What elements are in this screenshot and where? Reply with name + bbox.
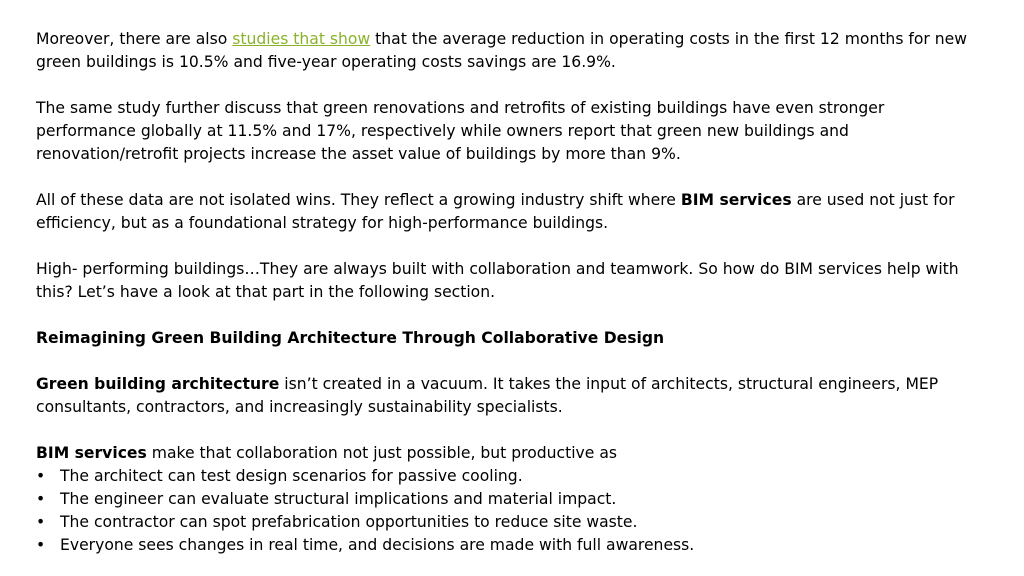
paragraph-spacer xyxy=(36,350,986,373)
paragraph-collaboration-intro: High- performing buildings…They are always built with collaboration and teamwork. So how do BIM services help with this? Let’s have a look at that part in the following section. xyxy=(36,260,959,301)
section-heading xyxy=(36,327,986,350)
paragraph-costs-text-end: that the average reduction in operating costs in the first 12 months for new green buildings is 10.5% and five-year operating costs savings are 16.9%. xyxy=(36,30,968,71)
bullet-icon: • xyxy=(36,513,46,531)
bullet-icon: • xyxy=(36,467,46,485)
paragraph-green-architecture xyxy=(36,373,986,419)
paragraph-costs xyxy=(36,28,986,74)
paragraph-bim-collaboration xyxy=(36,442,986,465)
green-architecture-emphasis: Green building architecture xyxy=(36,375,280,393)
paragraph-green-architecture-text: isn’t created in a vacuum. It takes the input of architects, structural engineers, MEP consultants, contractors, and increasingly sustainability specialists. xyxy=(36,375,939,416)
paragraph-bim-collaboration-text: make that collaboration not just possible, but productive as xyxy=(146,444,617,462)
bullet-icon: • xyxy=(36,536,46,554)
bim-services-emphasis: BIM services xyxy=(680,191,792,209)
paragraph-industry-shift-start: All of these data are not isolated wins. They reflect a growing industry shift where xyxy=(36,191,681,209)
bullet-icon: • xyxy=(36,490,46,508)
list-item-text: Everyone sees changes in real time, and decisions are made with full awareness. xyxy=(60,536,695,554)
paragraph-retrofits: The same study further discuss that green renovations and retrofits of existing buildings have even stronger performance globally at 11.5% and 17%, respectively while owners report that green new buildings and renovation/retrofit projects increase the asset value of buildings by more than 9%. xyxy=(36,99,885,163)
benefit-list xyxy=(36,465,986,557)
document-body xyxy=(36,28,986,557)
bim-services-emphasis-2: BIM services xyxy=(36,444,147,462)
paragraph-industry-shift xyxy=(36,189,986,235)
list-item xyxy=(36,511,986,534)
paragraph-spacer xyxy=(36,166,986,189)
paragraph-spacer xyxy=(36,74,986,97)
list-item-text: The contractor can spot prefabrication opportunities to reduce site waste. xyxy=(60,513,638,531)
list-item xyxy=(36,488,986,511)
list-item-text: The engineer can evaluate structural implications and material impact. xyxy=(60,490,617,508)
paragraph-spacer xyxy=(36,304,986,327)
paragraph-industry-shift-end: are used not just for efficiency, but as a foundational strategy for high-performance buildings. xyxy=(36,191,955,232)
paragraph-spacer xyxy=(36,235,986,258)
section-heading-text: Reimagining Green Building Architecture Through Collaborative Design xyxy=(36,329,665,347)
studies-link[interactable]: studies that show xyxy=(232,30,371,48)
paragraph-spacer xyxy=(36,419,986,442)
list-item xyxy=(36,534,986,557)
paragraph-costs-text-start: Moreover, there are also xyxy=(36,30,233,48)
list-item-text: The architect can test design scenarios for passive cooling. xyxy=(60,467,523,485)
list-item xyxy=(36,465,986,488)
